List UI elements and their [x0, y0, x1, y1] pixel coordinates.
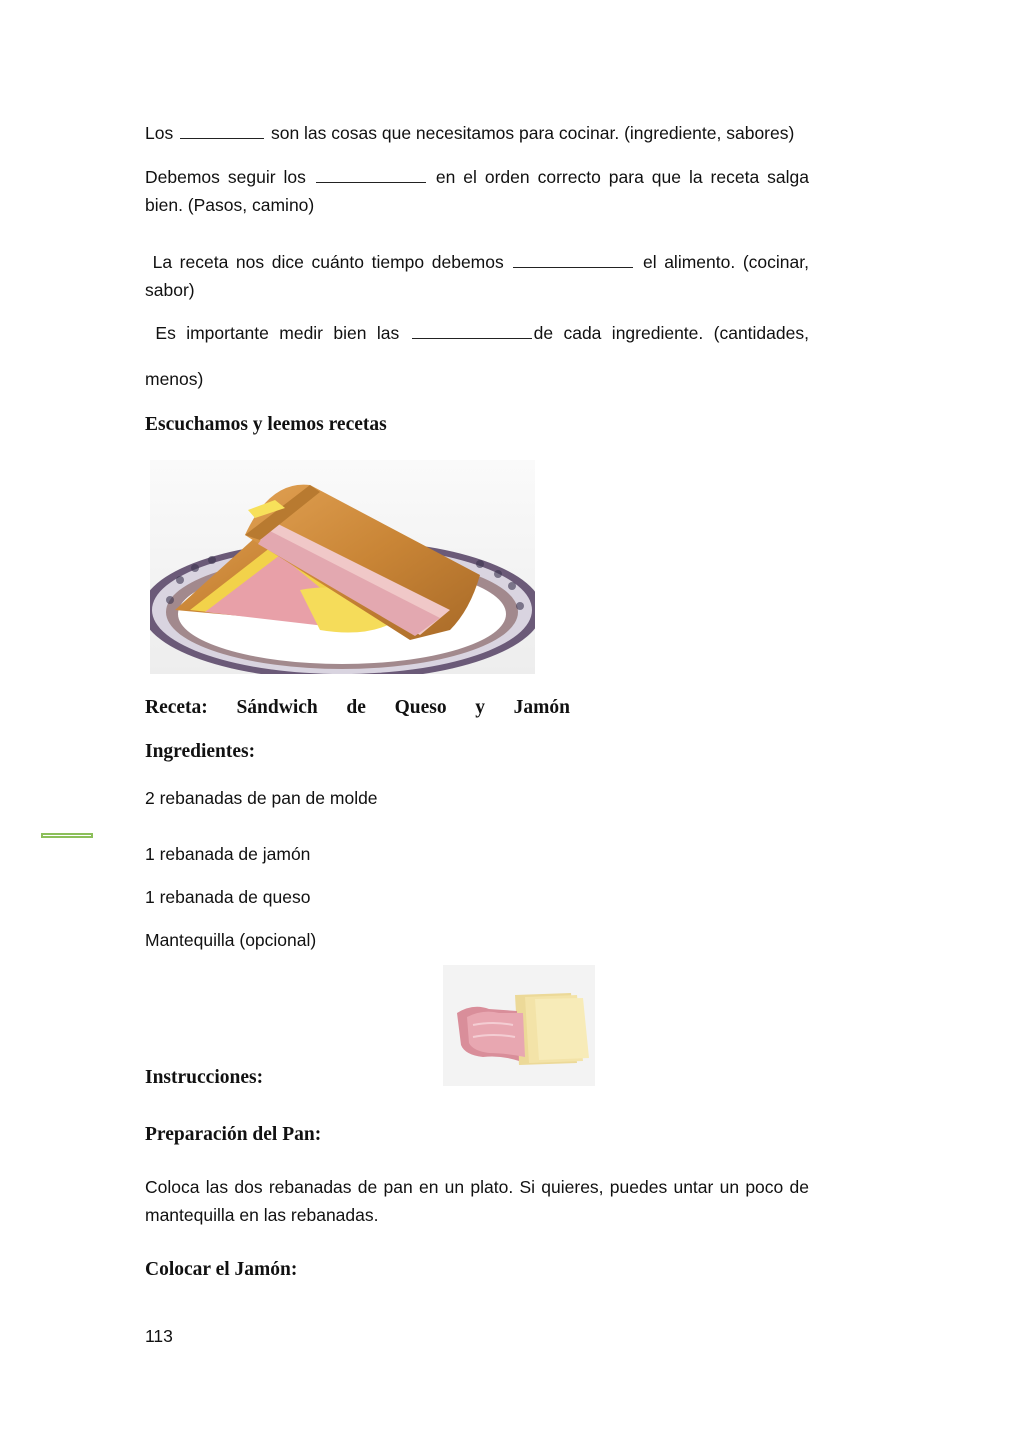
- page-number: 113: [145, 1326, 173, 1346]
- exercise-4-end: de cada ingrediente. (cantidades,: [533, 323, 809, 343]
- ingredient-item: 1 rebanada de queso: [145, 887, 311, 907]
- ingredient-item: 2 rebanadas de pan de molde: [145, 788, 378, 808]
- answer-blank-1[interactable]: [180, 122, 264, 139]
- margin-marker: [41, 833, 93, 838]
- exercise-3-start: La receta nos dice cuánto tiempo debemos: [152, 252, 504, 272]
- sandwich-photo: [150, 460, 535, 674]
- exercise-2: [145, 163, 809, 219]
- section-heading: Escuchamos y leemos recetas: [145, 414, 387, 435]
- exercise-3: [145, 248, 809, 304]
- exercise-4-continuation: menos): [145, 369, 204, 389]
- exercise-3-end: el alimento. (cocinar, sabor): [145, 252, 809, 300]
- step-1-text: Coloca las dos rebanadas de pan en un plato. Si quieres, puedes untar un poco de mantequilla en las rebanadas.: [145, 1177, 809, 1225]
- answer-blank-4[interactable]: [412, 322, 532, 339]
- ingredient-item: Mantequilla (opcional): [145, 930, 317, 950]
- exercise-2-end: en el orden correcto para que la receta salga bien. (Pasos, camino): [145, 167, 809, 215]
- answer-blank-2[interactable]: [316, 166, 426, 183]
- exercise-1-end: son las cosas que necesitamos para cocinar. (ingrediente, sabores): [270, 123, 795, 143]
- exercise-4: [145, 319, 809, 347]
- ingredient-item: 1 rebanada de jamón: [145, 844, 311, 864]
- recipe-title-word: de: [346, 697, 366, 718]
- recipe-title-word: y: [475, 697, 485, 718]
- step-2-heading: Colocar el Jamón:: [145, 1259, 298, 1280]
- exercise-1: [145, 119, 809, 147]
- instructions-heading: Instrucciones:: [145, 1067, 264, 1088]
- exercise-4-start: Es importante medir bien las: [155, 323, 400, 343]
- ingredients-heading: Ingredientes:: [145, 741, 256, 762]
- exercise-1-start: Los: [145, 123, 174, 143]
- recipe-title-word: Jamón: [513, 697, 570, 718]
- recipe-title-word: Queso: [394, 697, 447, 718]
- step-1-heading: Preparación del Pan:: [145, 1124, 322, 1145]
- recipe-title-word: Receta:: [145, 697, 208, 718]
- exercise-2-start: Debemos seguir los: [145, 167, 306, 187]
- ham-cheese-photo: [443, 965, 595, 1086]
- recipe-title-word: Sándwich: [236, 697, 318, 718]
- answer-blank-3[interactable]: [513, 251, 633, 268]
- recipe-title: [145, 697, 570, 719]
